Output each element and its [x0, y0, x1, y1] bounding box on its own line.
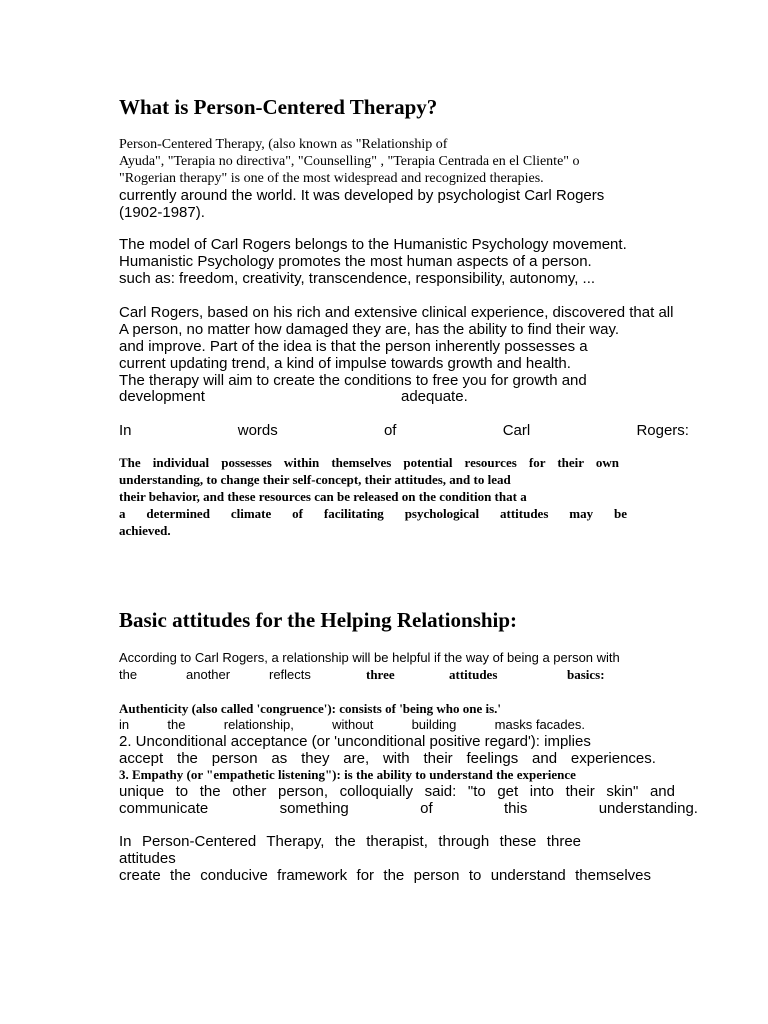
text-span: skin" [606, 783, 639, 800]
text-span: and [532, 750, 558, 767]
paragraph-line: 2. Unconditional acceptance (or 'unconditional positive regard'): implies [119, 733, 591, 750]
quote-line: The individual possesses within themselves potential resources for their own [119, 455, 619, 470]
paragraph-line: According to Carl Rogers, a relationship will be helpful if the way of being a person with [119, 650, 620, 665]
paragraph-line: In Person-Centered Therapy, the therapist, through these three [119, 833, 581, 850]
page-title: What is Person-Centered Therapy? [119, 95, 438, 119]
text-span: attitudes [449, 667, 498, 682]
quote-line: understanding, to change their self-concept, their attitudes, and to lead [119, 472, 511, 487]
paragraph-line: and improve. Part of the idea is that the person inherently possesses a [119, 338, 588, 355]
text-span: unique [119, 783, 165, 800]
text-span: adequate. [401, 388, 468, 405]
text-span: relationship, [223, 717, 294, 732]
text-span: get [497, 783, 519, 800]
text-span: the [177, 750, 198, 767]
text-span: into [529, 783, 554, 800]
text-span: In [119, 422, 132, 439]
paragraph-line: (1902-1987). [119, 204, 205, 221]
paragraph-line: current updating trend, a kind of impulse towards growth and health. [119, 355, 571, 372]
text-span: and [649, 783, 675, 800]
text-span: experiences. [570, 750, 656, 767]
text-span: feelings [466, 750, 519, 767]
text-span: their [423, 750, 453, 767]
text-span: are, [343, 750, 370, 767]
text-span: basics: [567, 667, 605, 682]
text-span: colloquially [339, 783, 414, 800]
text-span: to [175, 783, 189, 800]
paragraph-line [119, 422, 689, 439]
text-span: something [279, 800, 349, 817]
text-span: three [366, 667, 395, 682]
paragraph-line: The model of Carl Rogers belongs to the Humanistic Psychology movement. [119, 236, 627, 253]
text-span: Carl [502, 422, 531, 439]
text-span: said: [424, 783, 457, 800]
text-span: with [382, 750, 410, 767]
paragraph-line [119, 717, 585, 732]
text-span: the [119, 667, 138, 682]
paragraph-line: create the conducive framework for the person to understand themselves [119, 867, 651, 884]
paragraph-line [119, 800, 698, 817]
text-span: this [504, 800, 528, 817]
text-span: masks facades. [494, 717, 585, 732]
paragraph-line [119, 783, 675, 800]
text-span: words [237, 422, 278, 439]
text-span: person [211, 750, 258, 767]
paragraph-line: attitudes [119, 850, 176, 867]
text-span: other [232, 783, 267, 800]
paragraph-line: Carl Rogers, based on his rich and extensive clinical experience, discovered that all [119, 304, 674, 321]
text-span: the [199, 783, 221, 800]
text-span: Person-Centered Therapy, (also known as "Relationship of [119, 137, 448, 152]
text-span: of [420, 800, 433, 817]
text-span: understanding. [598, 800, 698, 817]
text-span: of [383, 422, 397, 439]
paragraph-line: Authenticity (also called 'congruence'): consists of 'being who one is.' [119, 701, 502, 716]
text-span: "to [467, 783, 486, 800]
quote-line: a determined climate of facilitating psychological attitudes may be [119, 506, 627, 521]
paragraph-line [119, 137, 509, 153]
text-span: reflects [269, 667, 311, 682]
text-span: building [411, 717, 457, 732]
paragraph-line: "Rogerian therapy" is one of the most widespread and recognized therapies. [119, 171, 544, 186]
paragraph-line: currently around the world. It was developed by psychologist Carl Rogers [119, 187, 605, 204]
text-span: their [565, 783, 595, 800]
text-span: they [301, 750, 330, 767]
paragraph-line: Ayuda", "Terapia no directiva", "Counselling" , "Terapia Centrada en el Cliente" o [119, 154, 580, 169]
quote-line: achieved. [119, 523, 171, 538]
text-span: as [271, 750, 288, 767]
paragraph-line: such as: freedom, creativity, transcendence, responsibility, autonomy, ... [119, 270, 596, 287]
paragraph-line: 3. Empathy (or "empathetic listening"): is the ability to understand the experience [119, 767, 576, 782]
text-span: person, [278, 783, 329, 800]
quote-line: their behavior, and these resources can be released on the condition that a [119, 489, 527, 504]
paragraph-line: Humanistic Psychology promotes the most human aspects of a person. [119, 253, 592, 270]
paragraph-line: A person, no matter how damaged they are, has the ability to find their way. [119, 321, 620, 338]
text-span: communicate [119, 800, 209, 817]
paragraph-line: The therapy will aim to create the conditions to free you for growth and [119, 372, 587, 389]
text-span: development [119, 388, 205, 405]
text-span: without [332, 717, 374, 732]
paragraph-line [119, 750, 656, 767]
section-heading: Basic attitudes for the Helping Relationship: [119, 608, 518, 632]
text-span: another [186, 667, 231, 682]
text-span: accept [119, 750, 164, 767]
text-span: the [167, 717, 186, 732]
text-span: Rogers: [636, 422, 689, 439]
text-span: in [119, 717, 130, 732]
